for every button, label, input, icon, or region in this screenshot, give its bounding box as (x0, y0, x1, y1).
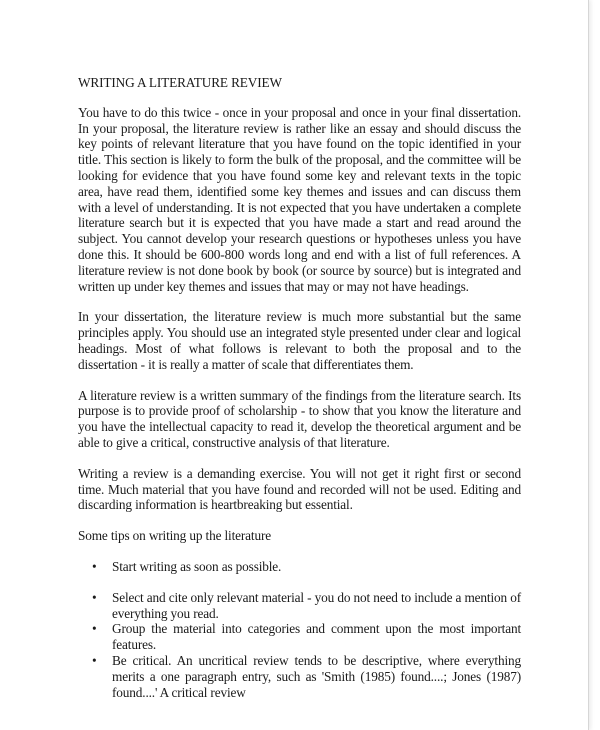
document-title: WRITING A LITERATURE REVIEW (78, 75, 282, 90)
bullet-icon: • (92, 589, 97, 605)
tips-list (78, 559, 521, 700)
paragraph-demanding-exercise: Writing a review is a demanding exercise. You will not get it right first or second time. Much material that you have found and recorded will not be used. Editing and discarding information is heartbreaking but essential. (78, 465, 521, 513)
list-item (78, 559, 521, 575)
document-body (78, 75, 521, 700)
tip-text: Start writing as soon as possible. (112, 558, 282, 574)
paragraph-proposal: You have to do this twice - once in your proposal and once in your final dissertation. In your proposal, the literature review is rather like an essay and should discuss the key points of relevant literature that you have found on the topic identified in your title. This section is likely to form the bulk of the proposal, and the committee will be looking for evidence that you have found some key and relevant texts in the topic area, have read them, identified some key themes and issues and can discuss them with a level of understanding. It is not expected that you have undertaken a complete literature search but it is expected that you have made a start and read around the subject. You cannot develop your research questions or hypotheses unless you have done this. It should be 600-800 words long and end with a list of full references. A literature review is not done book by book (or source by source) but is integrated and written up under key themes and issues that may or may not have headings. (78, 104, 521, 294)
tip-text: Group the material into categories and comment upon the most important features. (112, 621, 521, 653)
list-item (78, 653, 521, 700)
paragraph-definition: A literature review is a written summary of the findings from the literature search. Its purpose is to provide proof of scholarship - to show that you know the literature and you have the intellectual capacity to read it, develop the theoretical argument and be able to give a critical, constructive analysis of that literature. (78, 387, 521, 450)
tip-text: Be critical. An uncritical review tends to be descriptive, where everything merits a one paragraph entry, such as 'Smith (1985) found....; Jones (1987) found....' A critical review (112, 652, 521, 700)
list-item (78, 590, 521, 622)
bullet-icon: • (92, 558, 97, 574)
bullet-icon: • (92, 621, 97, 637)
tips-heading: Some tips on writing up the literature (78, 528, 271, 544)
paragraph-dissertation: In your dissertation, the literature review is much more substantial but the same principles apply. You should use an integrated style presented under clear and logical headings. Most of what follows is relevant to both the proposal and to the dissertation - it is really a matter of scale that differentiates them. (78, 309, 521, 372)
tip-text: Select and cite only relevant material - you do not need to include a mention of everything you read. (112, 589, 521, 621)
bullet-icon: • (92, 652, 97, 668)
list-item (78, 621, 521, 653)
